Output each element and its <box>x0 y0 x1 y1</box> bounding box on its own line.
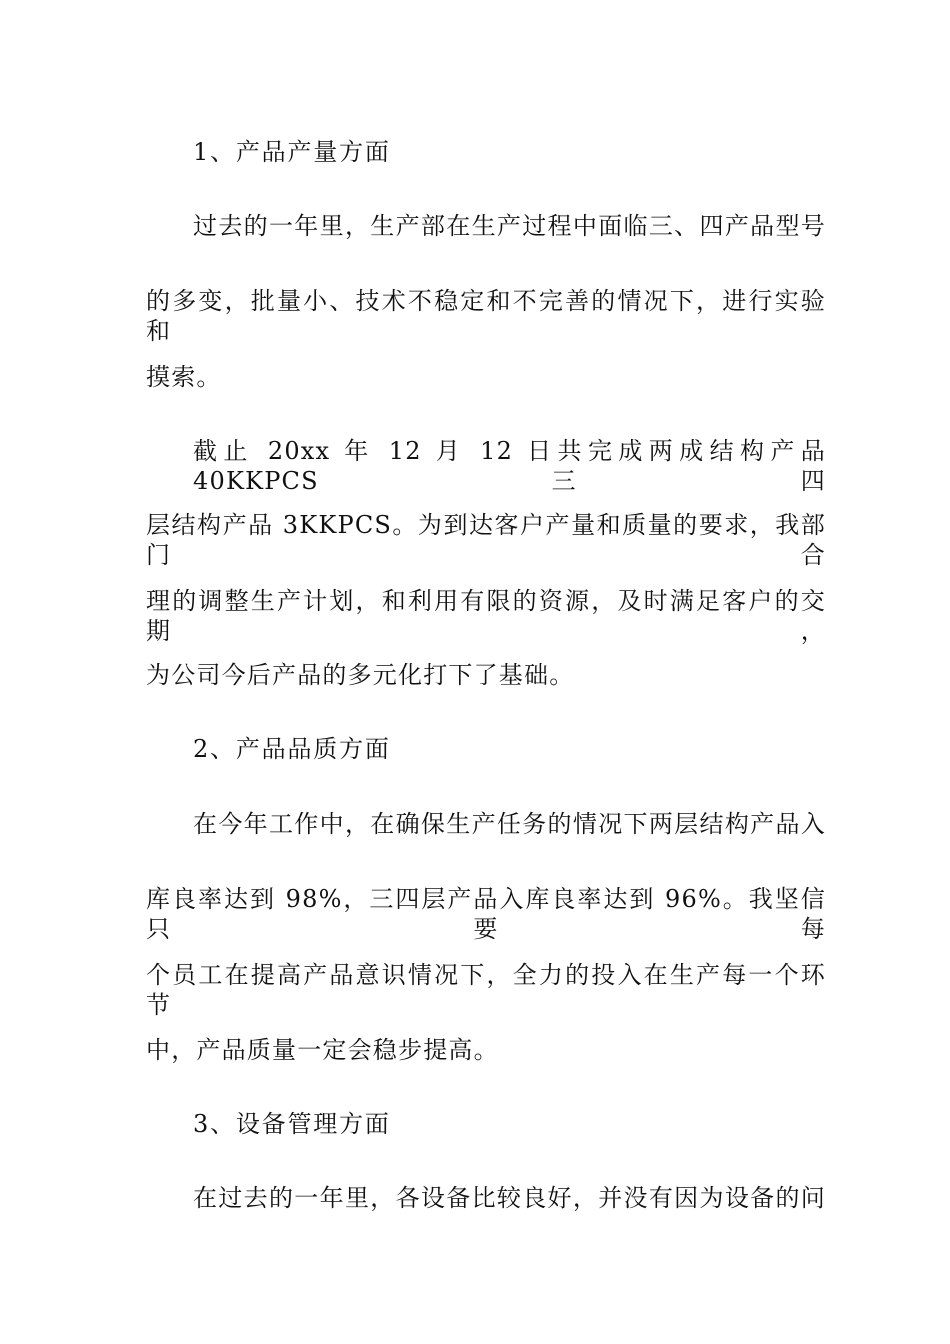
paragraph-line: 在今年工作中，在确保生产任务的情况下两层结构产品入 <box>193 810 826 838</box>
paragraph-line: 理的调整生产计划，和利用有限的资源，及时满足客户的交期， <box>146 587 826 645</box>
paragraph-line: 摸索。 <box>146 363 222 391</box>
paragraph-line: 的多变，批量小、技术不稳定和不完善的情况下，进行实验和 <box>146 287 826 345</box>
paragraph-line: 过去的一年里，生产部在生产过程中面临三、四产品型号 <box>193 212 826 240</box>
paragraph-line: 中，产品质量一定会稳步提高。 <box>146 1036 499 1064</box>
section-heading-equipment-management: 3、设备管理方面 <box>193 1110 391 1138</box>
paragraph-line: 库良率达到 98%，三四层产品入库良率达到 96%。我坚信只要每 <box>146 885 826 943</box>
section-heading-product-quality: 2、产品品质方面 <box>193 735 391 763</box>
paragraph-line: 个员工在提高产品意识情况下，全力的投入在生产每一个环节 <box>146 961 826 1019</box>
paragraph-line: 为公司今后产品的多元化打下了基础。 <box>146 661 575 689</box>
paragraph-line: 截止 20xx 年 12 月 12 日共完成两成结构产品 40KKPCS 三四 <box>193 437 826 495</box>
paragraph-line: 层结构产品 3KKPCS。为到达客户产量和质量的要求，我部门合 <box>146 511 826 569</box>
paragraph-line: 在过去的一年里，各设备比较良好，并没有因为设备的问 <box>193 1184 826 1212</box>
section-heading-product-output: 1、产品产量方面 <box>193 138 391 166</box>
